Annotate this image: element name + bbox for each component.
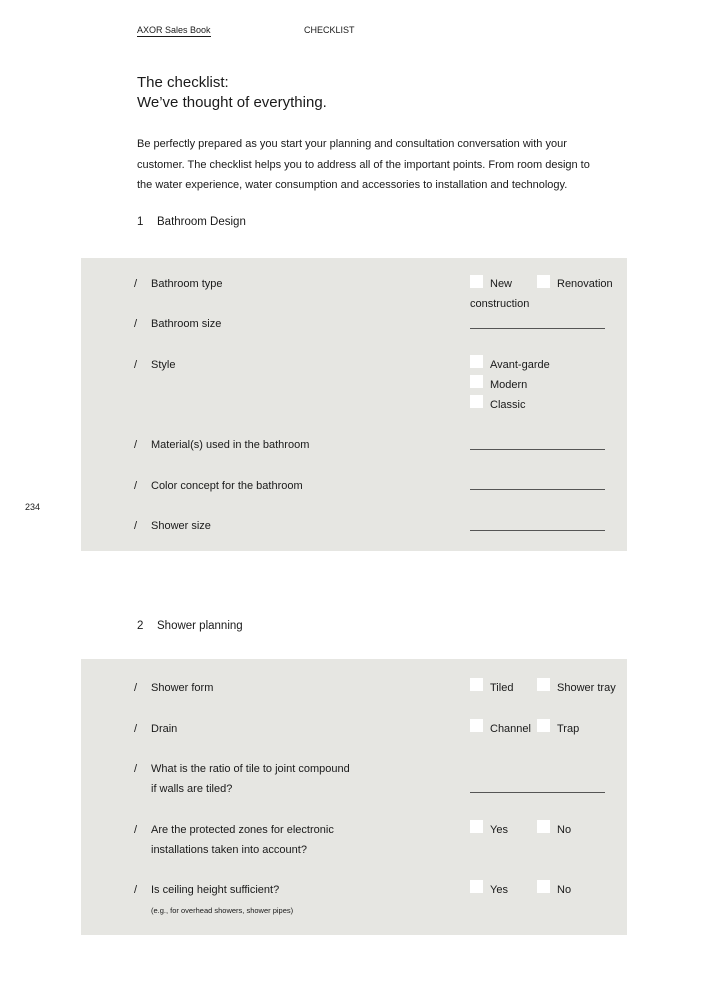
section-heading-shower-planning bbox=[137, 620, 243, 632]
item-label: Bathroom type bbox=[151, 278, 223, 290]
slash-bullet: / bbox=[134, 763, 138, 775]
intro-line-1: Be perfectly prepared as you start your planning and consultation conversation with your bbox=[137, 138, 567, 150]
option-label-no: No bbox=[557, 824, 572, 836]
option-label-renovation: Renovation bbox=[557, 278, 613, 290]
checkbox-shower-tray[interactable] bbox=[537, 678, 550, 691]
option-label-new: New bbox=[490, 278, 513, 290]
shower-planning-panel bbox=[81, 659, 627, 935]
option-label-tiled: Tiled bbox=[490, 682, 514, 694]
option-label-avant-garde: Avant-garde bbox=[490, 359, 550, 371]
section-title: Bathroom Design bbox=[157, 216, 246, 228]
section-number: 2 bbox=[137, 620, 144, 632]
checkbox-renovation[interactable] bbox=[537, 275, 550, 288]
slash-bullet: / bbox=[134, 884, 138, 896]
option-label-channel: Channel bbox=[490, 723, 531, 735]
item-label: Bathroom size bbox=[151, 318, 222, 330]
slash-bullet: / bbox=[134, 520, 138, 532]
item-label: Is ceiling height sufficient? bbox=[151, 884, 280, 896]
section-heading-bathroom-design bbox=[137, 216, 246, 228]
checkbox-ceiling-height-yes[interactable] bbox=[470, 880, 483, 893]
item-label-line-1: Are the protected zones for electronic bbox=[151, 824, 334, 836]
item-label: Color concept for the bathroom bbox=[151, 480, 303, 492]
slash-bullet: / bbox=[134, 824, 138, 836]
page-title-line-2: We’ve thought of everything. bbox=[137, 94, 327, 111]
item-label-line-2: installations taken into account? bbox=[151, 844, 307, 856]
option-label-modern: Modern bbox=[490, 379, 528, 391]
option-label-trap: Trap bbox=[557, 723, 580, 735]
answer-line-color-concept[interactable] bbox=[470, 489, 605, 490]
slash-bullet: / bbox=[134, 439, 138, 451]
answer-line-shower-size[interactable] bbox=[470, 530, 605, 531]
option-label-classic: Classic bbox=[490, 399, 526, 411]
item-label: Material(s) used in the bathroom bbox=[151, 439, 310, 451]
option-label-yes: Yes bbox=[490, 824, 508, 836]
answer-line-tile-ratio[interactable] bbox=[470, 792, 605, 793]
checkbox-protected-zones-no[interactable] bbox=[537, 820, 550, 833]
checkbox-new-construction[interactable] bbox=[470, 275, 483, 288]
checkbox-channel[interactable] bbox=[470, 719, 483, 732]
option-label-construction: construction bbox=[470, 298, 530, 310]
item-label: Style bbox=[151, 359, 176, 371]
item-label: Drain bbox=[151, 723, 178, 735]
slash-bullet: / bbox=[134, 359, 138, 371]
option-label-yes: Yes bbox=[490, 884, 508, 896]
checkbox-modern[interactable] bbox=[470, 375, 483, 388]
bathroom-design-panel bbox=[81, 258, 627, 551]
checkbox-trap[interactable] bbox=[537, 719, 550, 732]
option-label-shower-tray: Shower tray bbox=[557, 682, 616, 694]
slash-bullet: / bbox=[134, 723, 138, 735]
item-label: Shower size bbox=[151, 520, 211, 532]
checkbox-protected-zones-yes[interactable] bbox=[470, 820, 483, 833]
intro-line-2: customer. The checklist helps you to address all of the important points. From room design to bbox=[137, 158, 590, 171]
checkbox-tiled[interactable] bbox=[470, 678, 483, 691]
checkbox-ceiling-height-no[interactable] bbox=[537, 880, 550, 893]
intro-paragraph bbox=[137, 134, 607, 196]
section-title: Shower planning bbox=[157, 620, 243, 632]
page-title bbox=[137, 73, 327, 113]
option-label-no: No bbox=[557, 884, 572, 896]
running-header-book-title: AXOR Sales Book bbox=[137, 25, 211, 35]
page-number: 234 bbox=[25, 502, 41, 512]
item-note: (e.g., for overhead showers, shower pipes) bbox=[151, 906, 294, 915]
checkbox-classic[interactable] bbox=[470, 395, 483, 408]
slash-bullet: / bbox=[134, 318, 138, 330]
section-number: 1 bbox=[137, 216, 144, 228]
running-header-section: CHECKLIST bbox=[304, 25, 355, 35]
checkbox-avant-garde[interactable] bbox=[470, 355, 483, 368]
intro-line-3: the water experience, water consumption and accessories to installation and technology. bbox=[137, 179, 568, 191]
page-title-line-1: The checklist: bbox=[137, 74, 229, 91]
slash-bullet: / bbox=[134, 278, 138, 290]
answer-line-materials[interactable] bbox=[470, 449, 605, 450]
item-label-line-2: if walls are tiled? bbox=[151, 783, 233, 795]
answer-line-bathroom-size[interactable] bbox=[470, 328, 605, 329]
slash-bullet: / bbox=[134, 682, 138, 694]
slash-bullet: / bbox=[134, 480, 138, 492]
item-label: Shower form bbox=[151, 682, 214, 694]
item-label-line-1: What is the ratio of tile to joint compound bbox=[151, 763, 350, 775]
